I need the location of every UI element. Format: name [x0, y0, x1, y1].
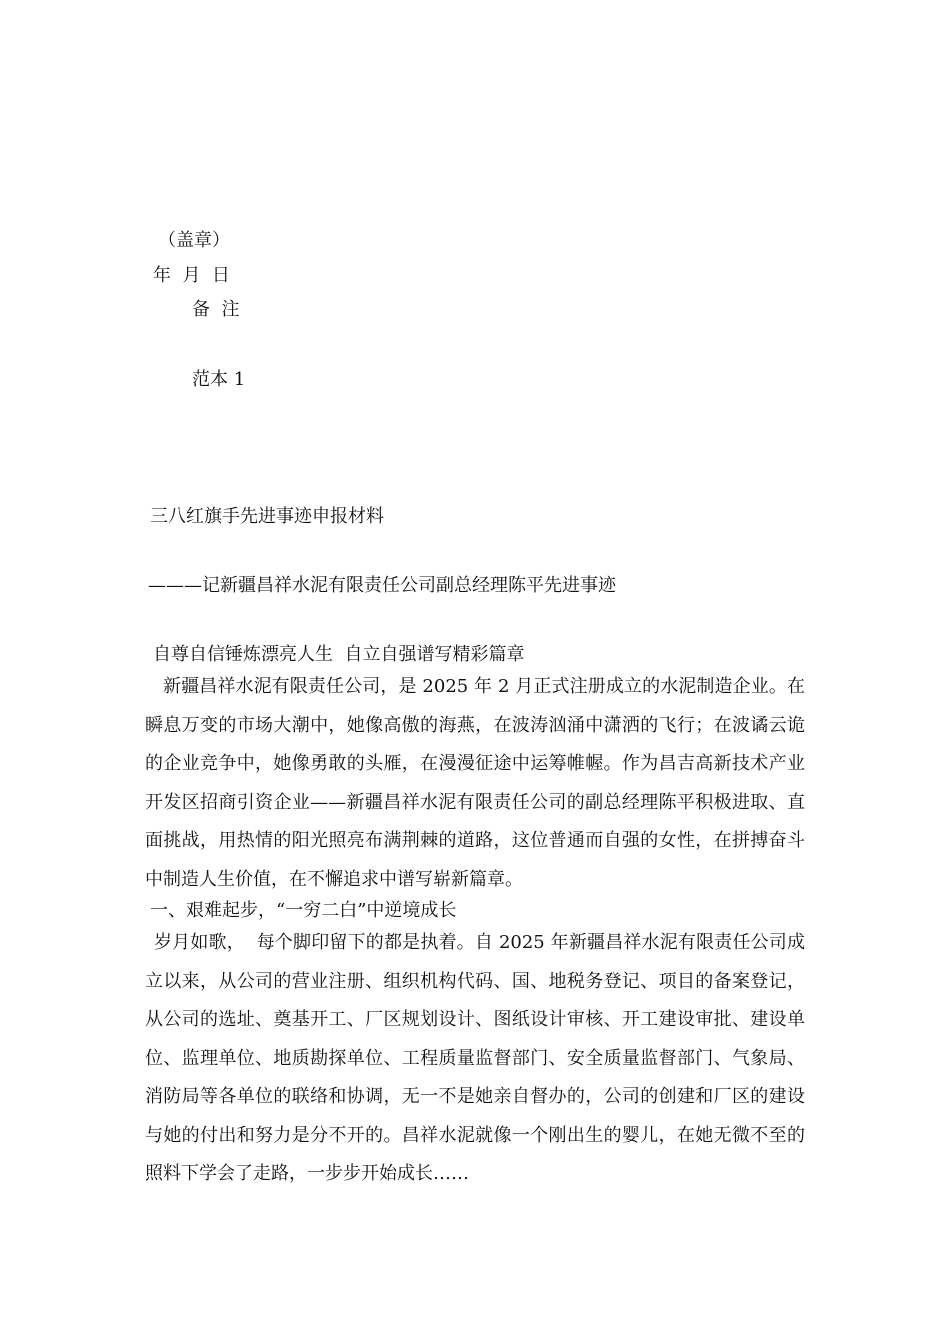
template-label: 范本 1	[192, 369, 246, 390]
document-headline: 自尊自信锤炼漂亮人生 自立自强谱写精彩篇章	[153, 644, 525, 665]
intro-paragraph: 新疆昌祥水泥有限责任公司，是 2025 年 2 月正式注册成立的水泥制造企业。在瞬息万变的市场大潮中，她像高傲的海燕，在波涛汹涌中潇洒的飞行；在波谲云诡的企业竞争中，她像勇敢的头雁，在漫漫征途中运筹帷幄。作为昌吉高新技术产业开发区招商引资企业——新疆昌祥水泥有限责任公司的副总经理陈平积极进取、直面挑战，用热情的阳光照亮布满荆棘的道路，这位普通而自强的女性，在拼搏奋斗中制造人生价值，在不懈追求中谱写崭新篇章。	[145, 676, 805, 890]
section1-paragraph: 岁月如歌， 每个脚印留下的都是执着。自 2025 年新疆昌祥水泥有限责任公司成立以来，从公司的营业注册、组织机构代码、国、地税务登记、项目的备案登记，从公司的选址、奠基开工、厂区规划设计、图纸设计审核、开工建设审批、建设单位、监理单位、地质勘探单位、工程质量监督部门、安全质量监督部门、气象局、消防局等各单位的联络和协调，无一不是她亲自督办的，公司的创建和厂区的建设与她的付出和努力是分不开的。昌祥水泥就像一个刚出生的婴儿，在她无微不至的照料下学会了走路，一步步开始成长……	[145, 932, 805, 1184]
seal-label: （盖章）	[158, 230, 230, 251]
date-label: 年 月 日	[153, 265, 230, 286]
section1-heading: 一、艰难起步，“一穷二白”中逆境成长	[150, 900, 457, 921]
document-title: 三八红旗手先进事迹申报材料	[150, 506, 384, 527]
remark-label: 备 注	[192, 299, 240, 320]
document-subtitle: ———记新疆昌祥水泥有限责任公司副总经理陈平先进事迹	[148, 575, 616, 596]
